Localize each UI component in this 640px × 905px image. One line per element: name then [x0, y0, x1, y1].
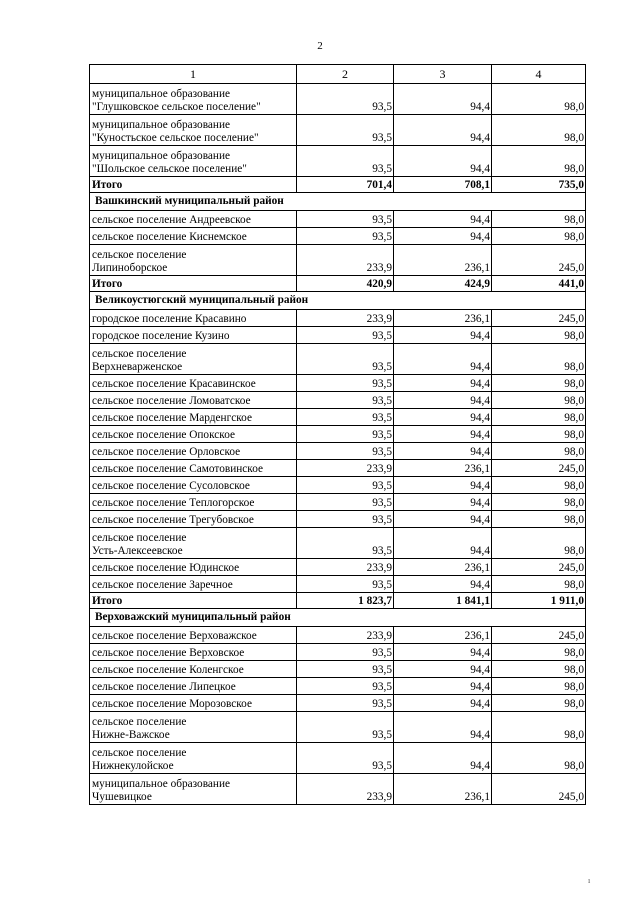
- table-row: [90, 494, 586, 511]
- settlement-name-cell: [90, 115, 297, 146]
- table-row: [90, 392, 586, 409]
- table-row: [90, 627, 586, 644]
- settlement-name-line: Итого: [92, 278, 123, 290]
- settlement-name-line: городское поселение Кузино: [92, 330, 230, 342]
- value-col-2: 93,5: [297, 443, 394, 460]
- value-col-4: 98,0: [492, 695, 586, 712]
- value-col-4: 98,0: [492, 443, 586, 460]
- district-title: Верховажский муниципальный район: [90, 609, 586, 627]
- table-row: [90, 211, 586, 228]
- value-col-2: 93,5: [297, 644, 394, 661]
- value-col-4: 98,0: [492, 576, 586, 593]
- value-col-2: 93,5: [297, 228, 394, 245]
- table-row: [90, 344, 586, 375]
- table-row: [90, 644, 586, 661]
- value-col-2: 93,5: [297, 661, 394, 678]
- value-col-4: 1 911,0: [492, 593, 586, 609]
- total-row: [90, 177, 586, 193]
- value-col-4: 98,0: [492, 211, 586, 228]
- header-col-3: 3: [394, 65, 492, 84]
- settlement-name-cell: [90, 146, 297, 177]
- value-col-4: 98,0: [492, 678, 586, 695]
- total-row: [90, 276, 586, 292]
- total-row: [90, 593, 586, 609]
- settlement-name-cell: [90, 375, 297, 392]
- settlement-name-line: сельское поселение Опокское: [92, 429, 236, 441]
- value-col-2: 233,9: [297, 627, 394, 644]
- settlement-name-line: городское поселение Красавино: [92, 313, 247, 325]
- settlement-name-cell: [90, 712, 297, 743]
- value-col-2: 233,9: [297, 559, 394, 576]
- district-header-row: [90, 292, 586, 310]
- settlement-name-cell: [90, 392, 297, 409]
- value-col-3: 94,4: [394, 115, 492, 146]
- table-row: [90, 743, 586, 774]
- value-col-4: 98,0: [492, 228, 586, 245]
- settlement-name-line: Чушевицкое: [92, 791, 152, 803]
- settlement-name-line: Итого: [92, 595, 123, 607]
- table-row: [90, 678, 586, 695]
- table-row: [90, 528, 586, 559]
- header-col-4: 4: [492, 65, 586, 84]
- value-col-2: 93,5: [297, 494, 394, 511]
- settlement-name-cell: [90, 494, 297, 511]
- value-col-2: 93,5: [297, 528, 394, 559]
- settlement-name-line: сельское поселение Орловское: [92, 446, 241, 458]
- table-row: [90, 460, 586, 477]
- settlement-name-line: сельское поселение Заречное: [92, 579, 233, 591]
- value-col-2: 1 823,7: [297, 593, 394, 609]
- value-col-2: 233,9: [297, 460, 394, 477]
- value-col-3: 94,4: [394, 84, 492, 115]
- settlement-name-cell: [90, 327, 297, 344]
- table-row: [90, 695, 586, 712]
- value-col-2: 93,5: [297, 712, 394, 743]
- value-col-3: 94,4: [394, 712, 492, 743]
- corner-mark: ı: [588, 876, 591, 885]
- settlement-name-line: муниципальное образование: [92, 150, 231, 162]
- district-title: Вашкинский муниципальный район: [90, 193, 586, 211]
- header-col-1: 1: [90, 65, 297, 84]
- value-col-2: 93,5: [297, 84, 394, 115]
- value-col-4: 98,0: [492, 528, 586, 559]
- value-col-3: 236,1: [394, 627, 492, 644]
- table-row: [90, 310, 586, 327]
- value-col-4: 735,0: [492, 177, 586, 193]
- value-col-2: 93,5: [297, 327, 394, 344]
- settlement-name-line: сельское поселение Морозовское: [92, 698, 252, 710]
- value-col-2: 93,5: [297, 344, 394, 375]
- header-row: [90, 65, 586, 84]
- value-col-4: 245,0: [492, 774, 586, 805]
- table-row: [90, 576, 586, 593]
- value-col-4: 98,0: [492, 743, 586, 774]
- value-col-4: 98,0: [492, 426, 586, 443]
- value-col-3: 94,4: [394, 678, 492, 695]
- value-col-2: 93,5: [297, 426, 394, 443]
- table-row: [90, 409, 586, 426]
- allocation-table: [89, 64, 586, 805]
- settlement-name-cell: [90, 528, 297, 559]
- settlement-name-line: сельское поселение: [92, 716, 187, 728]
- table-row: [90, 559, 586, 576]
- table-row: [90, 426, 586, 443]
- value-col-4: 245,0: [492, 627, 586, 644]
- settlement-name-line: сельское поселение Сусоловское: [92, 480, 250, 492]
- settlement-name-cell: [90, 276, 297, 292]
- value-col-4: 98,0: [492, 644, 586, 661]
- value-col-2: 420,9: [297, 276, 394, 292]
- table-row: [90, 774, 586, 805]
- table-row: [90, 443, 586, 460]
- value-col-3: 236,1: [394, 245, 492, 276]
- value-col-3: 94,4: [394, 511, 492, 528]
- value-col-4: 245,0: [492, 460, 586, 477]
- value-col-4: 98,0: [492, 392, 586, 409]
- value-col-4: 245,0: [492, 310, 586, 327]
- settlement-name-cell: [90, 774, 297, 805]
- settlement-name-cell: [90, 426, 297, 443]
- value-col-4: 98,0: [492, 375, 586, 392]
- value-col-3: 94,4: [394, 661, 492, 678]
- settlement-name-line: Усть-Алексеевское: [92, 545, 183, 557]
- value-col-2: 93,5: [297, 477, 394, 494]
- settlement-name-line: сельское поселение Юдинское: [92, 562, 240, 574]
- value-col-3: 424,9: [394, 276, 492, 292]
- settlement-name-line: Верхневарженское: [92, 361, 183, 373]
- value-col-4: 98,0: [492, 661, 586, 678]
- value-col-3: 708,1: [394, 177, 492, 193]
- value-col-2: 233,9: [297, 245, 394, 276]
- value-col-3: 94,4: [394, 695, 492, 712]
- table-row: [90, 712, 586, 743]
- value-col-2: 233,9: [297, 774, 394, 805]
- settlement-name-cell: [90, 460, 297, 477]
- value-col-2: 93,5: [297, 576, 394, 593]
- value-col-3: 94,4: [394, 743, 492, 774]
- value-col-3: 1 841,1: [394, 593, 492, 609]
- value-col-3: 94,4: [394, 211, 492, 228]
- value-col-2: 93,5: [297, 695, 394, 712]
- table-row: [90, 245, 586, 276]
- table-row: [90, 228, 586, 245]
- settlement-name-cell: [90, 743, 297, 774]
- settlement-name-line: сельское поселение Трегубовское: [92, 514, 254, 526]
- settlement-name-cell: [90, 228, 297, 245]
- value-col-3: 94,4: [394, 477, 492, 494]
- value-col-3: 94,4: [394, 327, 492, 344]
- settlement-name-line: сельское поселение Липецкое: [92, 681, 236, 693]
- settlement-name-line: сельское поселение Ломоватское: [92, 395, 251, 407]
- value-col-3: 94,4: [394, 375, 492, 392]
- value-col-2: 93,5: [297, 375, 394, 392]
- table-row: [90, 477, 586, 494]
- settlement-name-line: муниципальное образование: [92, 119, 231, 131]
- value-col-4: 98,0: [492, 477, 586, 494]
- value-col-4: 98,0: [492, 146, 586, 177]
- header-col-2: 2: [297, 65, 394, 84]
- value-col-2: 93,5: [297, 211, 394, 228]
- value-col-3: 94,4: [394, 146, 492, 177]
- value-col-3: 94,4: [394, 576, 492, 593]
- settlement-name-line: сельское поселение Самотовинское: [92, 463, 264, 475]
- settlement-name-line: Итого: [92, 179, 123, 191]
- value-col-3: 94,4: [394, 228, 492, 245]
- settlement-name-line: Нижне-Важское: [92, 729, 170, 741]
- settlement-name-cell: [90, 695, 297, 712]
- value-col-2: 701,4: [297, 177, 394, 193]
- settlement-name-cell: [90, 661, 297, 678]
- settlement-name-cell: [90, 511, 297, 528]
- district-title: Великоустюгский муниципальный район: [90, 292, 586, 310]
- settlement-name-line: муниципальное образование: [92, 88, 231, 100]
- settlement-name-cell: [90, 443, 297, 460]
- settlement-name-line: сельское поселение Коленгское: [92, 664, 244, 676]
- settlement-name-line: сельское поселение Марденгское: [92, 412, 252, 424]
- settlement-name-line: "Глушковское сельское поселение": [92, 101, 261, 113]
- value-col-2: 93,5: [297, 511, 394, 528]
- value-col-3: 94,4: [394, 409, 492, 426]
- value-col-4: 245,0: [492, 245, 586, 276]
- settlement-name-cell: [90, 644, 297, 661]
- settlement-name-cell: [90, 678, 297, 695]
- settlement-name-line: сельское поселение: [92, 747, 187, 759]
- value-col-2: 93,5: [297, 115, 394, 146]
- settlement-name-line: сельское поселение Верховажское: [92, 630, 257, 642]
- value-col-3: 94,4: [394, 644, 492, 661]
- settlement-name-cell: [90, 84, 297, 115]
- value-col-2: 233,9: [297, 310, 394, 327]
- settlement-name-line: "Шольское сельское поселение": [92, 163, 247, 175]
- settlement-name-line: Липиноборское: [92, 262, 168, 274]
- value-col-2: 93,5: [297, 743, 394, 774]
- table-row: [90, 511, 586, 528]
- settlement-name-line: Нижнекулойское: [92, 760, 174, 772]
- value-col-4: 98,0: [492, 511, 586, 528]
- settlement-name-cell: [90, 344, 297, 375]
- table-row: [90, 661, 586, 678]
- settlement-name-line: сельское поселение Киснемское: [92, 231, 247, 243]
- settlement-name-line: сельское поселение Теплогорское: [92, 497, 255, 509]
- settlement-name-cell: [90, 593, 297, 609]
- value-col-4: 441,0: [492, 276, 586, 292]
- settlement-name-line: сельское поселение: [92, 348, 187, 360]
- value-col-3: 94,4: [394, 443, 492, 460]
- value-col-3: 236,1: [394, 460, 492, 477]
- settlement-name-line: "Куностьское сельское поселение": [92, 132, 259, 144]
- value-col-3: 236,1: [394, 559, 492, 576]
- value-col-4: 98,0: [492, 494, 586, 511]
- table-row: [90, 375, 586, 392]
- settlement-name-line: сельское поселение: [92, 249, 187, 261]
- district-header-row: [90, 193, 586, 211]
- settlement-name-cell: [90, 627, 297, 644]
- value-col-2: 93,5: [297, 678, 394, 695]
- settlement-name-cell: [90, 211, 297, 228]
- settlement-name-line: сельское поселение: [92, 532, 187, 544]
- value-col-3: 236,1: [394, 774, 492, 805]
- value-col-4: 98,0: [492, 409, 586, 426]
- value-col-2: 93,5: [297, 409, 394, 426]
- value-col-3: 94,4: [394, 528, 492, 559]
- table-row: [90, 327, 586, 344]
- district-header-row: [90, 609, 586, 627]
- page-number: 2: [317, 40, 323, 52]
- value-col-4: 98,0: [492, 712, 586, 743]
- value-col-3: 94,4: [394, 494, 492, 511]
- settlement-name-cell: [90, 409, 297, 426]
- settlement-name-line: муниципальное образование: [92, 778, 231, 790]
- value-col-2: 93,5: [297, 146, 394, 177]
- table-row: [90, 146, 586, 177]
- value-col-4: 98,0: [492, 84, 586, 115]
- value-col-4: 245,0: [492, 559, 586, 576]
- value-col-2: 93,5: [297, 392, 394, 409]
- table-row: [90, 84, 586, 115]
- settlement-name-cell: [90, 576, 297, 593]
- value-col-3: 94,4: [394, 344, 492, 375]
- settlement-name-line: сельское поселение Андреевское: [92, 214, 251, 226]
- value-col-4: 98,0: [492, 344, 586, 375]
- settlement-name-cell: [90, 245, 297, 276]
- settlement-name-cell: [90, 477, 297, 494]
- value-col-3: 94,4: [394, 392, 492, 409]
- table-row: [90, 115, 586, 146]
- settlement-name-line: сельское поселение Красавинское: [92, 378, 256, 390]
- value-col-3: 94,4: [394, 426, 492, 443]
- settlement-name-cell: [90, 559, 297, 576]
- settlement-name-line: сельское поселение Верховское: [92, 647, 245, 659]
- value-col-4: 98,0: [492, 115, 586, 146]
- value-col-3: 236,1: [394, 310, 492, 327]
- value-col-4: 98,0: [492, 327, 586, 344]
- settlement-name-cell: [90, 310, 297, 327]
- settlement-name-cell: [90, 177, 297, 193]
